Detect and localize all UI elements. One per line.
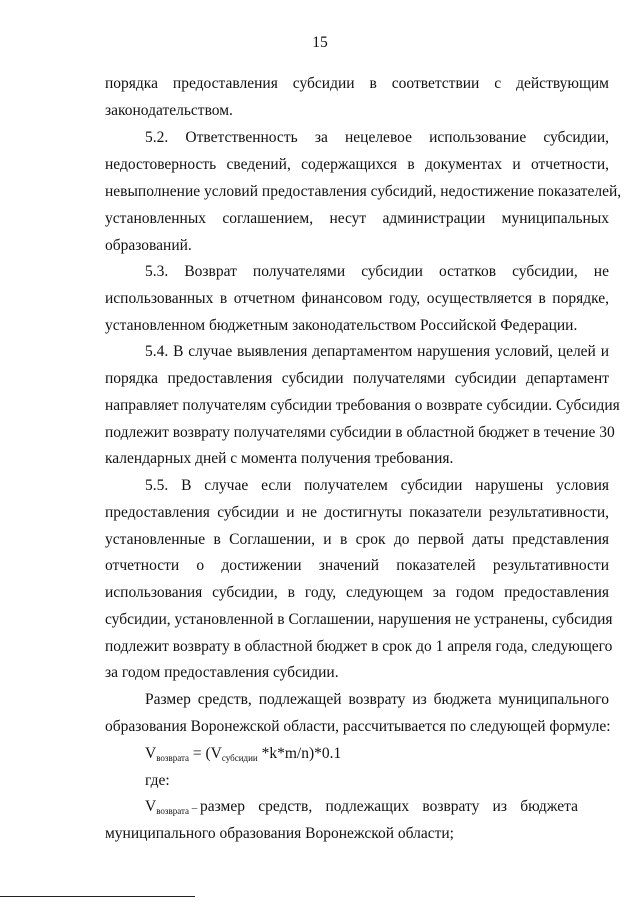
formula-v: V bbox=[145, 745, 157, 762]
text-line: порядка предоставления субсидии в соответствии с действующим bbox=[105, 75, 609, 92]
footnote-divider bbox=[0, 896, 195, 897]
text-line: образования Воронежской области, рассчитывается по следующей формуле: bbox=[105, 718, 611, 735]
text-line: Размер средств, подлежащей возврату из бюджета муниципального bbox=[145, 691, 609, 708]
text-line: 5.4. В случае выявления департаментом нарушения условий, целей и bbox=[145, 343, 609, 360]
definition-v: V bbox=[145, 798, 157, 815]
formula bbox=[145, 744, 341, 768]
definition-dash: – bbox=[189, 802, 200, 814]
definition-v-subscript: возврата bbox=[156, 806, 189, 816]
text-line: подлежит возврату в областной бюджет в срок до 1 апреля года, следующего bbox=[105, 638, 613, 655]
text-line: за годом предоставления субсидии. bbox=[105, 664, 339, 681]
text-line: направляет получателям субсидии требования о возврате субсидии. Субсидия bbox=[105, 397, 620, 414]
definition-line bbox=[145, 797, 609, 821]
where-label: где: bbox=[145, 772, 170, 789]
formula-subsidy-subscript: субсидии bbox=[221, 753, 258, 763]
definition-text: размер средств, подлежащих возврату из бюджета bbox=[200, 798, 578, 815]
formula-rest: *k*m/n)*0.1 bbox=[257, 745, 342, 762]
text-line: 5.5. В случае если получателем субсидии нарушены условия bbox=[145, 477, 609, 494]
text-line: образований. bbox=[105, 237, 192, 254]
text-line: установленных соглашением, несут администрации муниципальных bbox=[105, 210, 609, 227]
text-line: календарных дней с момента получения требования. bbox=[105, 450, 454, 467]
formula-eq-open: = (V bbox=[189, 745, 222, 762]
text-line: установленном бюджетным законодательством Российской Федерации. bbox=[105, 317, 578, 334]
text-line: невыполнение условий предоставления субсидий, недостижение показателей, bbox=[105, 183, 622, 200]
text-line: предоставления субсидии и не достигнуты показатели результативности, bbox=[105, 504, 609, 521]
text-line: использованных в отчетном финансовом году, осуществляется в порядке, bbox=[105, 290, 609, 307]
text-line: субсидии, установленной в Соглашении, нарушения не устранены, субсидия bbox=[105, 611, 613, 628]
text-line: использования субсидии, в году, следующем за годом предоставления bbox=[105, 584, 609, 601]
text-line: недостоверность сведений, содержащихся в документах и отчетности, bbox=[105, 156, 609, 173]
text-line: отчетности о достижении значений показателей результативности bbox=[105, 557, 609, 574]
text-line: подлежит возврату получателями субсидии в областной бюджет в течение 30 bbox=[105, 424, 615, 441]
text-line: муниципального образования Воронежской области; bbox=[105, 825, 454, 842]
text-line: законодательством. bbox=[105, 102, 233, 119]
page-number: 15 bbox=[312, 34, 328, 51]
text-line: установленные в Соглашении, и в срок до первой даты представления bbox=[105, 531, 609, 548]
text-line: 5.3. Возврат получателями субсидии остатков субсидии, не bbox=[145, 263, 609, 280]
formula-v-subscript: возврата bbox=[156, 753, 189, 763]
text-line: порядка предоставления субсидии получателями субсидии департамент bbox=[105, 370, 609, 387]
text-line: 5.2. Ответственность за нецелевое использование субсидии, bbox=[145, 129, 609, 146]
